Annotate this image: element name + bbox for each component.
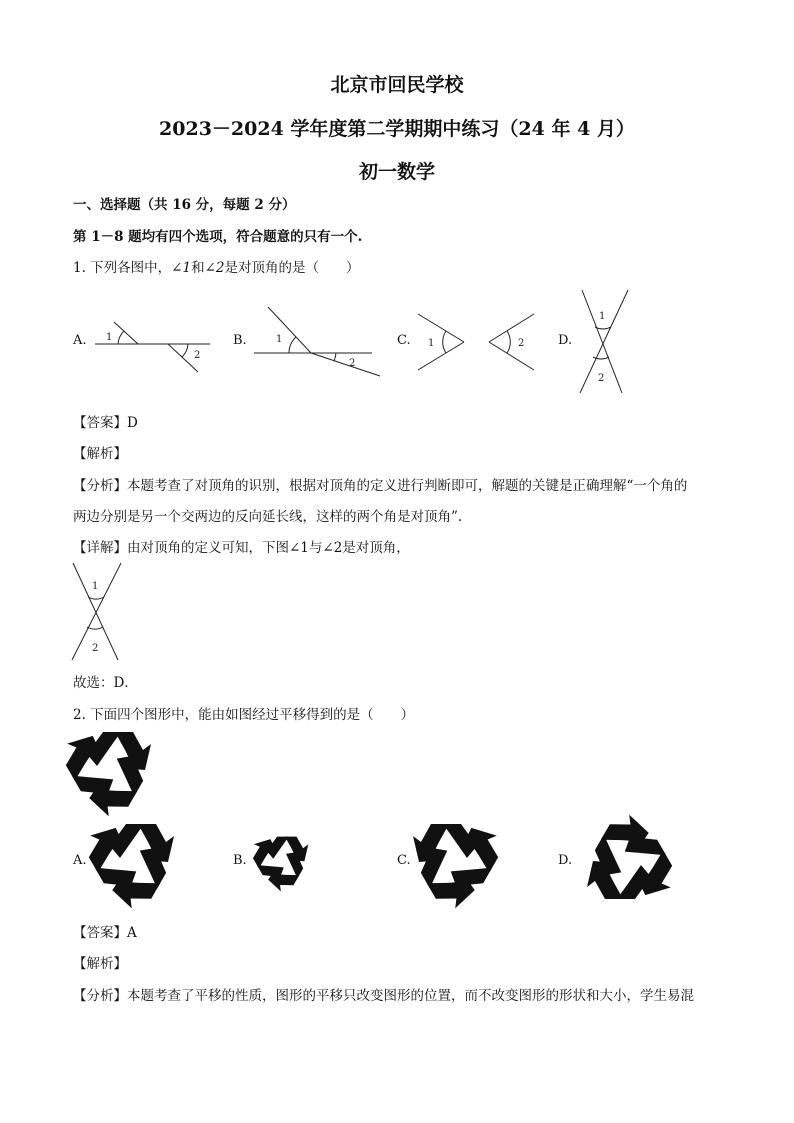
q2-option-a-label: A. <box>73 853 87 868</box>
q1-choose: 故选：D． <box>73 675 138 691</box>
q2-option-d-recycle-icon <box>587 809 681 901</box>
section-heading: 一、选择题（共 16 分，每题 2 分） <box>73 197 296 213</box>
q1-option-d-label: D. <box>558 333 573 348</box>
question-1-stem: 1. 下列各图中，∠1和∠2是对顶角的是（ ） <box>73 260 360 276</box>
question-2-stem: 2. 下面四个图形中，能由如图经过平移得到的是（ ） <box>73 707 415 723</box>
q2-option-d-label: D. <box>558 853 573 868</box>
q2-option-a-recycle-icon <box>80 823 174 915</box>
q1-option-a-label: A. <box>73 333 87 348</box>
q1-a-angle-1: 1 <box>106 332 113 343</box>
school-name: 北京市回民学校 <box>330 74 464 96</box>
section-instruction: 第 1－8 题均有四个选项，符合题意的只有一个. <box>73 229 363 245</box>
q2-option-c-label: C. <box>397 853 411 868</box>
q1-c-angle-2: 2 <box>518 338 525 349</box>
q2-original-recycle-icon <box>57 731 151 823</box>
q2-analysis-title: 【解析】 <box>73 956 127 972</box>
q1-analysis-line-1: 【分析】本题考查了对顶角的识别，根据对顶角的定义进行判断即可，解题的关键是正确理解“一个角的 <box>73 478 688 494</box>
q2-option-c-recycle-icon <box>413 823 507 915</box>
q1-detail-angle-2: 2 <box>92 643 99 654</box>
subject-title: 初一数学 <box>358 161 435 183</box>
q1-c-angle-1: 1 <box>428 338 435 349</box>
q2-option-b-label: B. <box>233 853 247 868</box>
q1-detail-angle-1: 1 <box>92 581 99 592</box>
q1-b-angle-2: 2 <box>349 358 356 369</box>
q1-b-angle-1: 1 <box>276 334 283 345</box>
q2-option-b-recycle-icon <box>247 836 308 896</box>
q1-analysis-line-2: 两边分别是另一个交两边的反向延长线，这样的两个角是对顶角”. <box>73 509 463 525</box>
q1-answer: 【答案】D <box>73 415 138 431</box>
q1-d-angle-1: 1 <box>599 311 606 322</box>
q1-analysis-title: 【解析】 <box>73 446 127 462</box>
q1-d-angle-2: 2 <box>598 373 605 384</box>
q1-option-b-label: B. <box>233 333 247 348</box>
q1-detail: 【详解】由对顶角的定义可知，下图∠1与∠2是对顶角， <box>73 540 410 556</box>
q2-analysis-line-1: 【分析】本题考查了平移的性质，图形的平移只改变图形的位置，而不改变图形的形状和大小，学生易混 <box>73 988 694 1004</box>
exam-title: 2023－2024 学年度第二学期期中练习（24 年 4 月） <box>159 118 635 140</box>
q2-answer: 【答案】A <box>73 925 137 941</box>
q1-a-angle-2: 2 <box>194 350 201 361</box>
q1-option-c-label: C. <box>397 333 411 348</box>
